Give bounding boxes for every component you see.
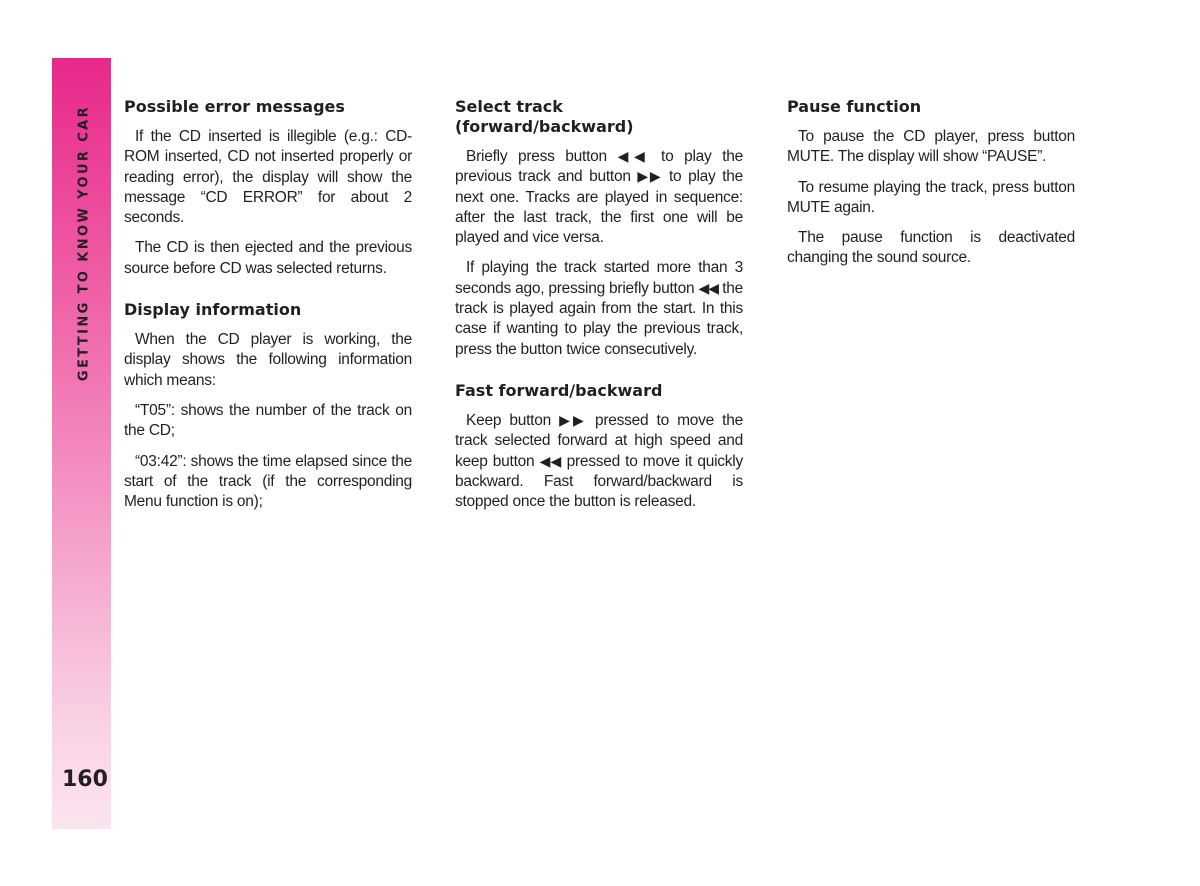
heading-select-track (455, 97, 743, 137)
column-right (787, 97, 1075, 279)
heading-error-messages: Possible error messages (124, 97, 345, 116)
heading-select-track-line1: Select track (455, 97, 563, 116)
paragraph-display-2: “T05”: shows the number of the track on the CD; (124, 401, 412, 440)
heading-select-track-line2: (forward/backward) (455, 117, 634, 136)
paragraph-display-3: “03:42”: shows the time elapsed since the start of the track (if the corresponding Menu function is on); (124, 452, 412, 511)
text-segment: If playing the track started more than 3 seconds ago, pressing briefly button (455, 259, 743, 297)
text-segment: to play the next one. Tracks are played in sequence: after the last track, the first one will be played and vice versa. (455, 168, 743, 247)
paragraph-pause-2: To resume playing the track, press button MUTE again. (787, 178, 1075, 216)
text-segment: Keep button (466, 411, 560, 429)
text-segment: pressed to move it quickly backward. Fast forward/backward is stopped once the button is released. (455, 452, 743, 511)
forward-icon: ▶▶ (559, 412, 587, 429)
page-number: 160 (62, 767, 108, 792)
heading-display-information: Display information (124, 300, 302, 320)
heading-pause-function: Pause function (787, 97, 922, 116)
paragraph-display-1: When the CD player is working, the display shows the following information which means: (124, 331, 412, 389)
paragraph-select-2 (455, 258, 743, 359)
text-segment: the track is played again from the start. In this case if wanting to play the previous track, press the button twice consecutively. (455, 279, 743, 358)
paragraph-select-1 (455, 147, 743, 248)
text-segment: to play the previous track and button (455, 148, 744, 186)
column-middle (455, 97, 743, 522)
section-label: GETTING TO KNOW YOUR CAR (76, 104, 92, 382)
rewind-icon: ◀◀ (617, 149, 651, 165)
text-segment: Briefly press button (466, 148, 618, 165)
rewind-icon: ◀◀ (539, 453, 562, 470)
paragraph-error-1: If the CD inserted is illegible (e.g.: CD-ROM inserted, CD not inserted properly or reading error), the display will show the message “CD ERROR” for about 2 seconds. (124, 128, 412, 227)
paragraph-fast-forward (455, 411, 743, 512)
text-segment: pressed to move the track selected forward at high speed and keep button (455, 411, 743, 470)
heading-fast-forward: Fast forward/backward (455, 380, 663, 400)
paragraph-error-2: The CD is then ejected and the previous source before CD was selected returns. (124, 239, 412, 277)
paragraph-pause-3: The pause function is deactivated changing the sound source. (787, 229, 1075, 267)
column-left (124, 97, 412, 522)
rewind-icon: ◀◀ (698, 280, 719, 297)
forward-icon: ▶▶ (637, 169, 663, 186)
paragraph-pause-1: To pause the CD player, press button MUTE. The display will show “PAUSE”. (787, 128, 1075, 166)
